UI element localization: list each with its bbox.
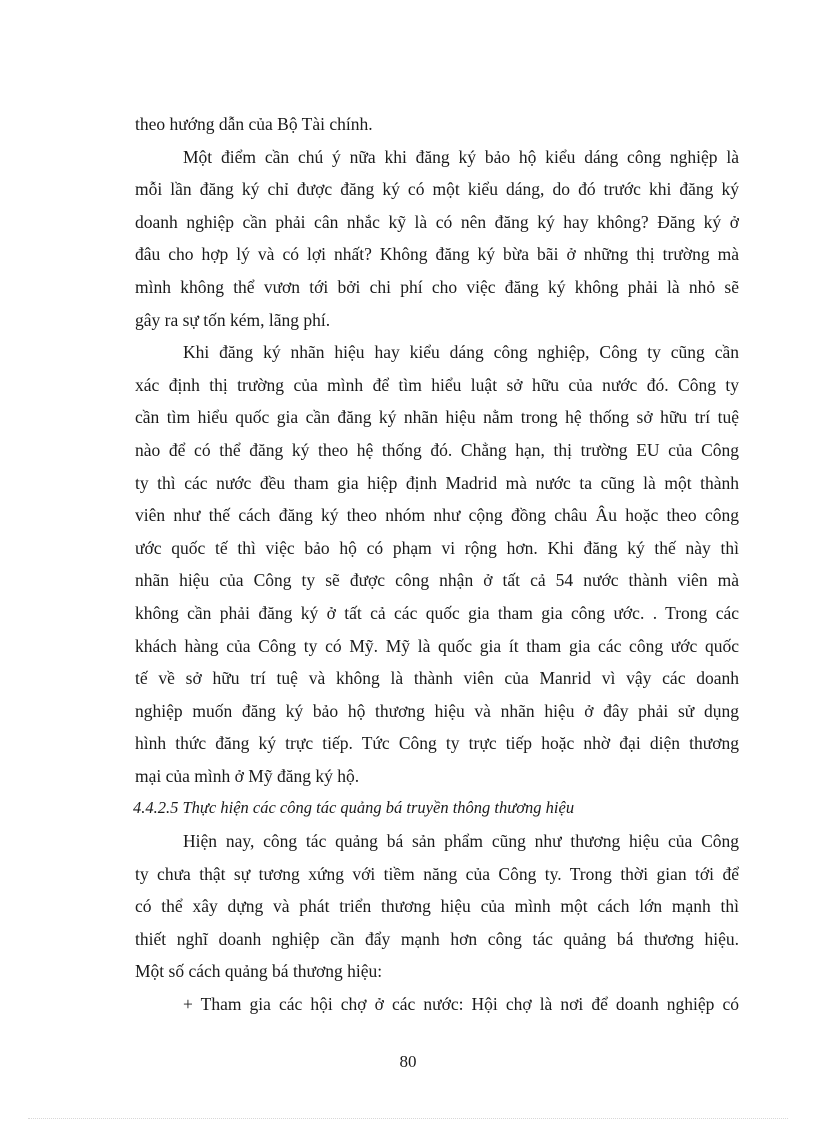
text-line: cần tìm hiểu quốc gia cần đăng ký nhãn hiệu nằm trong hệ thống sở hữu trí tuệ: [135, 407, 739, 428]
text-line: Một số cách quảng bá thương hiệu:: [135, 961, 383, 982]
text-line: không cần phải đăng ký ở tất cả các quốc gia tham gia công ước. . Trong các: [135, 602, 739, 623]
text-line: khách hàng của Công ty có Mỹ. Mỹ là quốc gia ít tham gia các công ước quốc: [135, 635, 739, 656]
text-line: viên như thế cách đăng ký theo nhóm như cộng đồng châu Âu hoặc theo công: [135, 505, 739, 526]
page-number: 80: [399, 1052, 417, 1071]
text-line: Khi đăng ký nhãn hiệu hay kiểu dáng công nghiệp, Công ty cũng cần: [183, 342, 739, 363]
text-line: + Tham gia các hội chợ ở các nước: Hội chợ là nơi để doanh nghiệp có: [183, 994, 739, 1015]
document-body: [135, 108, 739, 1021]
text-line: xác định thị trường của mình để tìm hiểu luật sở hữu của nước đó. Công ty: [135, 374, 739, 395]
text-line: Hiện nay, công tác quảng bá sản phẩm cũng như thương hiệu của Công: [183, 831, 739, 852]
text-line: nhãn hiệu của Công ty sẽ được công nhận ở tất cả 54 nước thành viên mà: [135, 570, 739, 591]
text-line: thiết nghĩ doanh nghiệp cần đẩy mạnh hơn công tác quảng bá thương hiệu.: [135, 928, 739, 949]
text-line: mỗi lần đăng ký chỉ được đăng ký có một kiểu dáng, do đó trước khi đăng ký: [135, 179, 739, 200]
text-line: ty thì các nước đều tham gia hiệp định Madrid mà nước ta cũng là một thành: [135, 472, 739, 493]
text-line: ty chưa thật sự tương xứng với tiềm năng của Công ty. Trong thời gian tới để: [135, 863, 739, 884]
text-line: doanh nghiệp cần phải cân nhắc kỹ là có nên đăng ký hay không? Đăng ký ở: [135, 211, 739, 232]
text-line: nào để có thể đăng ký theo hệ thống đó. Chẳng hạn, thị trường EU của Công: [135, 439, 739, 460]
text-line: mình không thể vươn tới bởi chi phí cho việc đăng ký không phải là nhỏ sẽ: [135, 276, 739, 297]
text-line: ước quốc tế thì việc bảo hộ có phạm vi rộng hơn. Khi đăng ký thế này thì: [135, 537, 739, 558]
text-line: theo hướng dẫn của Bộ Tài chính.: [135, 114, 373, 134]
text-line: gây ra sự tốn kém, lãng phí.: [135, 309, 331, 330]
text-line: đâu cho hợp lý và có lợi nhất? Không đăng ký bừa bãi ở những thị trường mà: [135, 244, 739, 265]
text-line: tế về sở hữu trí tuệ và không là thành viên của Manrid vì vậy các doanh: [135, 668, 739, 689]
text-line: nghiệp muốn đăng ký bảo hộ thương hiệu và nhãn hiệu ở đây phải sử dụng: [135, 700, 739, 721]
text-line: Một điểm cần chú ý nữa khi đăng ký bảo hộ kiểu dáng công nghiệp là: [183, 146, 739, 167]
text-line: mại của mình ở Mỹ đăng ký hộ.: [135, 765, 360, 786]
page-divider: [28, 1118, 788, 1119]
text-line: có thể xây dựng và phát triển thương hiệu của mình một cách lớn mạnh thì: [135, 896, 739, 917]
section-heading: 4.4.2.5 Thực hiện các công tác quảng bá truyền thông thương hiệu: [133, 798, 575, 818]
text-line: hình thức đăng ký trực tiếp. Tức Công ty trực tiếp hoặc nhờ đại diện thương: [135, 733, 739, 754]
